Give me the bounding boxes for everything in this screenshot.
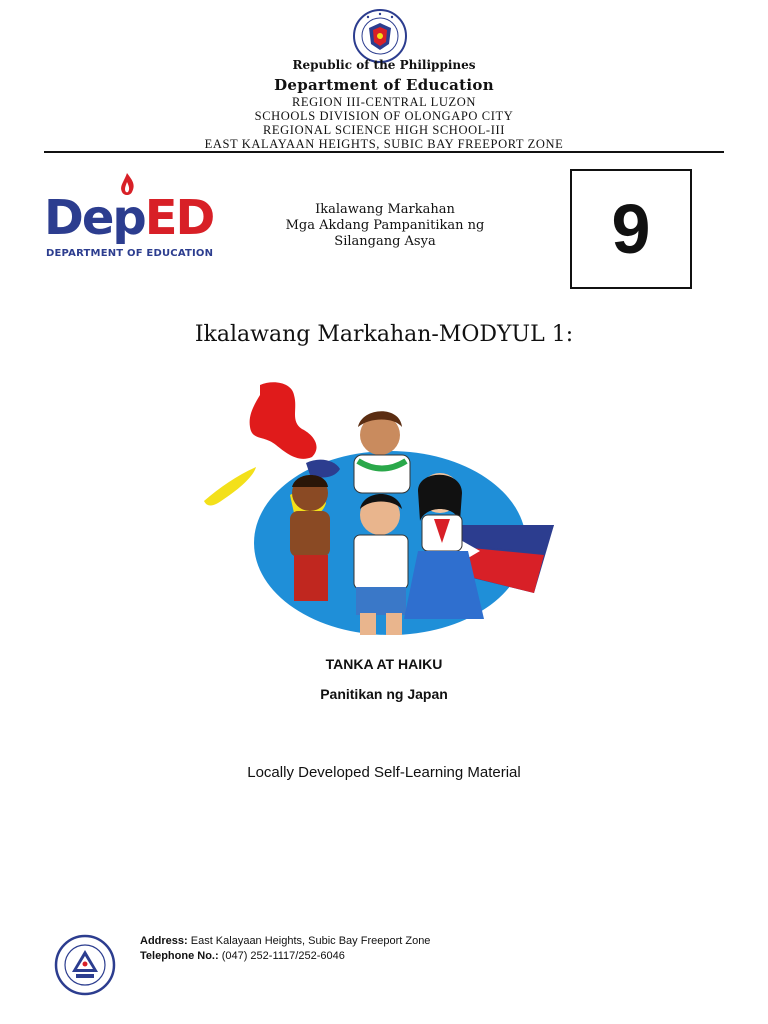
address-label: Address: — [140, 935, 188, 947]
telephone-line — [140, 949, 430, 964]
cover-illustration — [194, 375, 574, 640]
header-divider — [44, 151, 724, 153]
location-line: EAST KALAYAAN HEIGHTS, SUBIC BAY FREEPORT ZONE — [204, 137, 564, 151]
grade-box — [570, 169, 692, 289]
deped-seal-icon — [352, 8, 408, 64]
material-description: Locally Developed Self-Learning Material — [247, 764, 521, 781]
school-contact — [140, 934, 430, 964]
deped-logo — [44, 172, 226, 264]
quarter-info — [260, 202, 510, 250]
address-value: East Kalayaan Heights, Subic Bay Freeport Zone — [187, 935, 431, 947]
address-line — [140, 934, 430, 949]
deped-logo-subtitle: DEPARTMENT OF EDUCATION — [46, 248, 214, 259]
deped-wordmark: DepED — [44, 190, 214, 246]
division-line: SCHOOLS DIVISION OF OLONGAPO CITY — [254, 109, 514, 123]
school-seal-icon — [54, 934, 116, 996]
school-line: REGIONAL SCIENCE HIGH SCHOOL-III — [263, 123, 505, 137]
quarter-line-2: Mga Akdang Pampanitikan ng — [285, 218, 485, 233]
topic-subtitle: Panitikan ng Japan — [320, 686, 448, 702]
quarter-line-1: Ikalawang Markahan — [315, 202, 455, 217]
palawan-map-shape — [204, 467, 256, 505]
department-heading: Department of Education — [274, 76, 494, 94]
luzon-map-shape — [250, 382, 317, 459]
grade-number: 9 — [611, 190, 651, 268]
telephone-value: (047) 252-1117/252-6046 — [218, 950, 345, 962]
topic-title: TANKA AT HAIKU — [325, 656, 443, 672]
republic-heading: Republic of the Philippines — [292, 58, 476, 72]
region-line: REGION III-CENTRAL LUZON — [291, 95, 477, 109]
quarter-line-3: Silangang Asya — [334, 234, 436, 249]
module-title: Ikalawang Markahan-MODYUL 1: — [194, 322, 574, 347]
telephone-label: Telephone No.: — [140, 950, 219, 962]
